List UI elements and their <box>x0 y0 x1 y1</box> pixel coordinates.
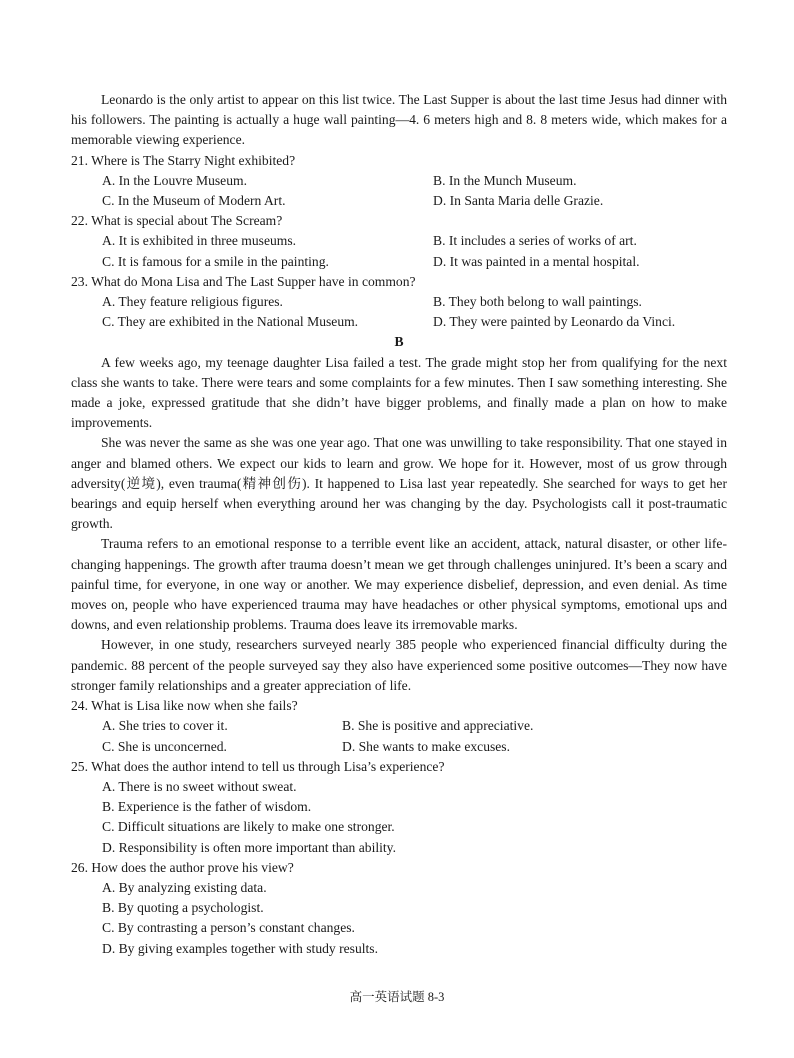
q22-option-a: A. It is exhibited in three museums. <box>102 233 297 249</box>
q24-option-a: A. She tries to cover it. <box>102 718 228 734</box>
q22-option-d: D. It was painted in a mental hospital. <box>433 253 640 269</box>
question-24-stem: 24. What is Lisa like now when she fails? <box>71 698 298 714</box>
question-26-options <box>71 878 727 959</box>
q26-option-c: C. By contrasting a person’s constant changes. <box>102 920 355 936</box>
passage-b-paragraph-4: However, in one study, researchers surveyed nearly 385 people who experienced financial difficulty during the pandemic. 88 percent of the people surveyed say they also have experienced some positive outcomes—They now have stronger family relationships and a greater appreciation of life. <box>71 637 727 693</box>
q25-option-b: B. Experience is the father of wisdom. <box>102 799 312 815</box>
q26-option-b: B. By quoting a psychologist. <box>102 900 264 916</box>
question-26-stem: 26. How does the author prove his view? <box>71 859 294 875</box>
q21-option-c: C. In the Museum of Modern Art. <box>102 193 286 209</box>
question-21-stem: 21. Where is The Starry Night exhibited? <box>71 152 296 168</box>
q22-option-c: C. It is famous for a smile in the painting. <box>102 253 329 269</box>
q23-option-d: D. They were painted by Leonardo da Vinci. <box>433 314 676 330</box>
q26-option-a: A. By analyzing existing data. <box>102 879 267 895</box>
question-22-options <box>71 231 727 271</box>
question-23-stem: 23. What do Mona Lisa and The Last Supper have in common? <box>71 273 416 289</box>
exam-page <box>71 90 727 959</box>
page-footer: 高一英语试题 8-3 <box>349 990 445 1004</box>
q21-option-d: D. In Santa Maria delle Grazie. <box>433 193 604 209</box>
q23-option-a: A. They feature religious figures. <box>102 294 283 310</box>
question-21-options <box>71 171 727 211</box>
question-24-options <box>71 716 727 756</box>
q23-option-b: B. They both belong to wall paintings. <box>433 294 642 310</box>
passage-b-paragraph-1: A few weeks ago, my teenage daughter Lisa failed a test. The grade might stop her from qualifying for the next class she wants to take. There were tears and some complaints for a few minutes. Then I saw something interesting. She made a joke, expressed gratitude that she didn’t have bigger problems, and finally made a plan on how to make improvements. <box>71 354 727 431</box>
section-b-heading: B <box>394 334 404 350</box>
q25-option-d: D. Responsibility is often more important than ability. <box>102 839 396 855</box>
q22-option-b: B. It includes a series of works of art. <box>433 233 637 249</box>
question-25-stem: 25. What does the author intend to tell us through Lisa’s experience? <box>71 758 445 774</box>
q26-option-d: D. By giving examples together with study results. <box>102 940 378 956</box>
passage-b-paragraph-3: Trauma refers to an emotional response to a terrible event like an accident, attack, natural disaster, or other life-changing happenings. The growth after trauma doesn’t mean we get through challenges uninjured. It’s been a scary and painful time, for everyone, in one way or another. We may experience disbelief, depression, and even denial. As time moves on, people who have experienced trauma may have headaches or other physical symptoms, emotional ups and downs, and even relationship problems. Trauma does leave its irremovable marks. <box>71 536 727 633</box>
q24-option-b: B. She is positive and appreciative. <box>342 718 534 734</box>
passage-b-paragraph-2: She was never the same as she was one year ago. That one was unwilling to take responsibility. That one stayed in anger and blamed others. We expect our kids to learn and grow. We hope for it. However, most of us grow through adversity(逆境), even trauma(精神创伤). It happened to Lisa last year repeatedly. She searched for ways to get her bearings and equip herself when everything around her was changing by the day. Psychologists call it post-traumatic growth. <box>71 435 727 532</box>
passage-a-ending: Leonardo is the only artist to appear on this list twice. The Last Supper is about the last time Jesus had dinner with his followers. The painting is actually a huge wall painting—4. 6 meters high and 8. 8 meters wide, which makes for a memorable viewing experience. <box>71 92 727 148</box>
question-25-options <box>71 777 727 858</box>
q25-option-a: A. There is no sweet without sweat. <box>102 778 297 794</box>
q25-option-c: C. Difficult situations are likely to make one stronger. <box>102 819 395 835</box>
q21-option-a: A. In the Louvre Museum. <box>102 172 247 188</box>
q24-option-c: C. She is unconcerned. <box>102 738 227 754</box>
q24-option-d: D. She wants to make excuses. <box>342 738 510 754</box>
question-23-options <box>71 292 727 332</box>
question-22-stem: 22. What is special about The Scream? <box>71 213 283 229</box>
q21-option-b: B. In the Munch Museum. <box>433 172 577 188</box>
q23-option-c: C. They are exhibited in the National Museum. <box>102 314 359 330</box>
